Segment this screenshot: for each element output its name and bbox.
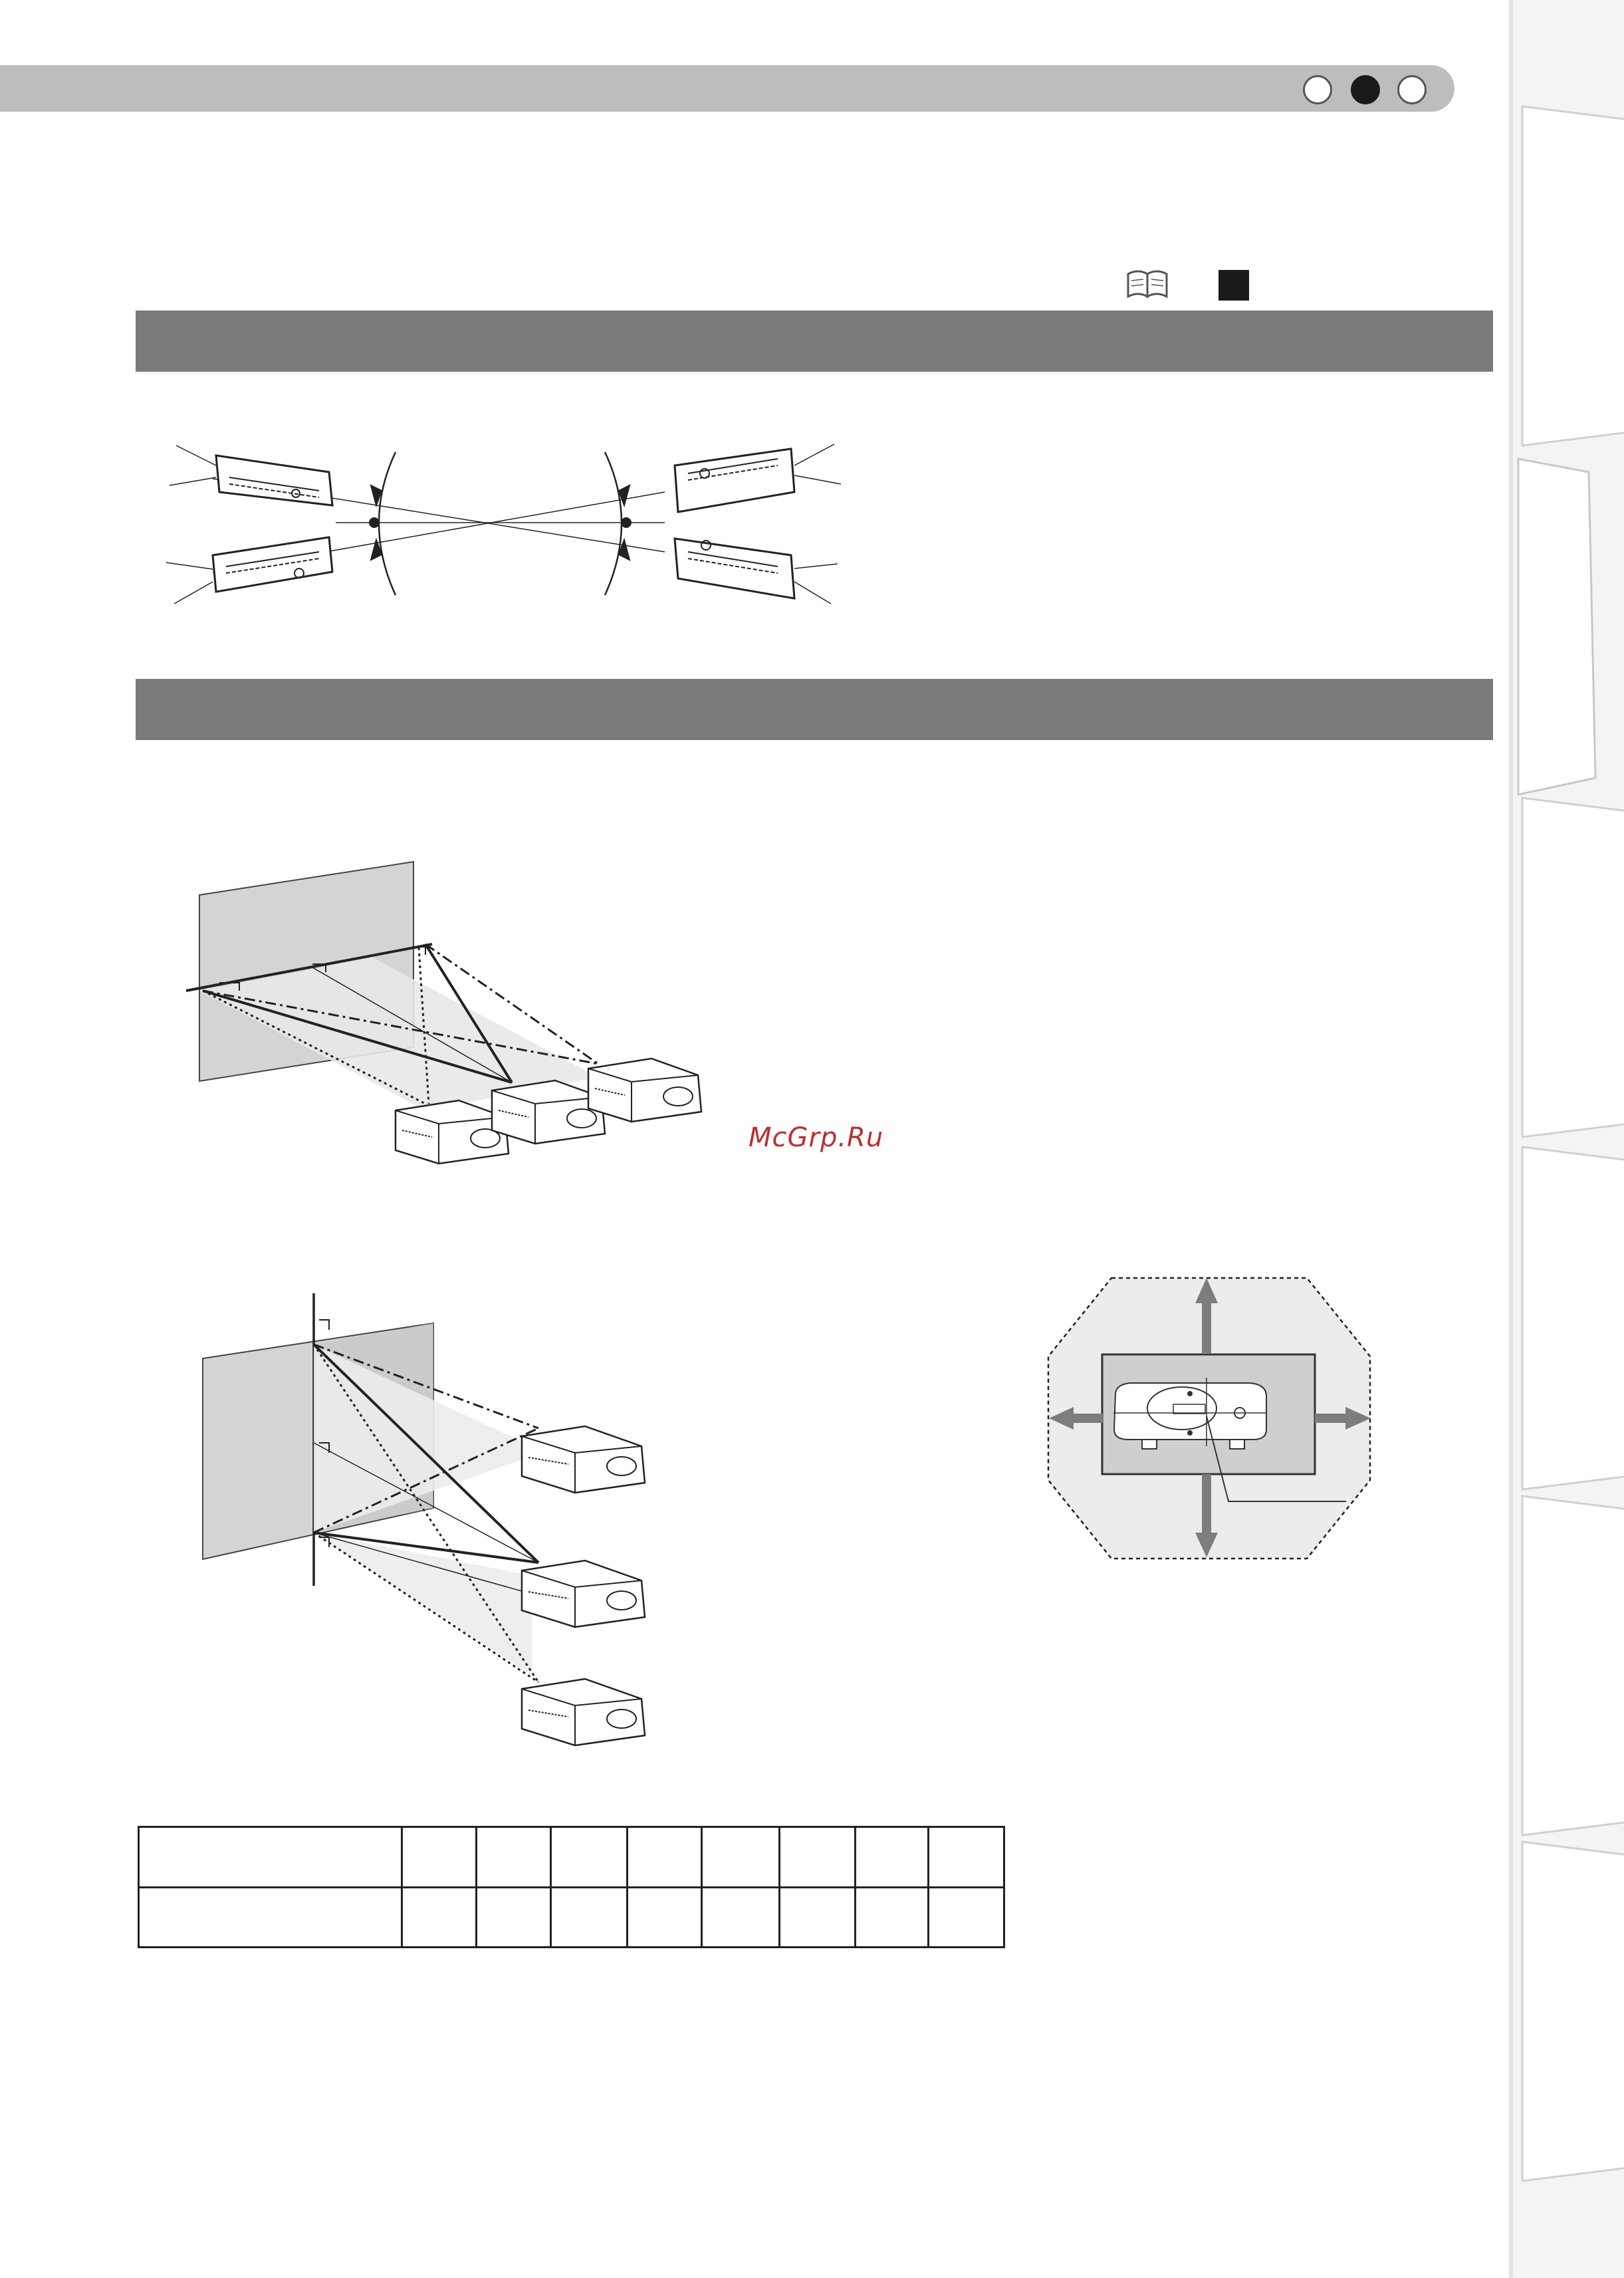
table-cell — [402, 1887, 477, 1948]
projector-tilted-down-left — [166, 537, 332, 604]
vertical-lens-shift-diagram — [203, 1293, 645, 1745]
side-tab-5 — [1522, 1496, 1624, 1835]
spec-table — [138, 1826, 1005, 1948]
projector-v-middle — [522, 1561, 645, 1627]
lens-shift-range-diagram — [1048, 1278, 1371, 1559]
horizontal-lens-shift-diagram — [186, 862, 701, 1164]
table-cell — [856, 1887, 929, 1948]
table-cell — [477, 1887, 551, 1948]
projector-h-right — [588, 1059, 701, 1122]
section-bar-1 — [136, 311, 1493, 372]
section-bar-2 — [136, 679, 1493, 740]
table-cell — [929, 1887, 1004, 1948]
projector-tilted-down-right — [675, 539, 838, 604]
side-tab-1 — [1522, 106, 1624, 445]
table-cell — [551, 1827, 628, 1888]
projector-tilted-up-right — [675, 444, 841, 512]
projector-v-bottom — [522, 1679, 645, 1745]
projector-tilted-up-left — [170, 445, 332, 505]
table-cell — [780, 1827, 856, 1888]
book-icon — [1128, 271, 1167, 297]
side-tab-4 — [1522, 1147, 1624, 1489]
table-cell — [628, 1827, 702, 1888]
projector-v-top — [522, 1426, 645, 1493]
table-cell — [402, 1827, 477, 1888]
side-tabs — [1518, 106, 1624, 2181]
table-cell — [702, 1827, 780, 1888]
table-cell — [929, 1827, 1004, 1888]
table-cell — [139, 1827, 402, 1888]
side-tab-2-active — [1518, 459, 1595, 795]
table-cell — [139, 1887, 402, 1948]
table-cell — [780, 1887, 856, 1948]
side-tab-6 — [1522, 1842, 1624, 2181]
table-cell — [477, 1827, 551, 1888]
table-cell — [856, 1827, 929, 1888]
table-cell — [628, 1887, 702, 1948]
table-cell — [551, 1887, 628, 1948]
black-square-icon — [1218, 270, 1249, 301]
watermark-text: McGrp.Ru — [749, 1122, 884, 1153]
table-row — [139, 1887, 1004, 1948]
table-cell — [702, 1887, 780, 1948]
side-tab-3 — [1522, 798, 1624, 1137]
projector-tilt-angle-diagram — [166, 444, 841, 604]
table-row — [139, 1827, 1004, 1888]
